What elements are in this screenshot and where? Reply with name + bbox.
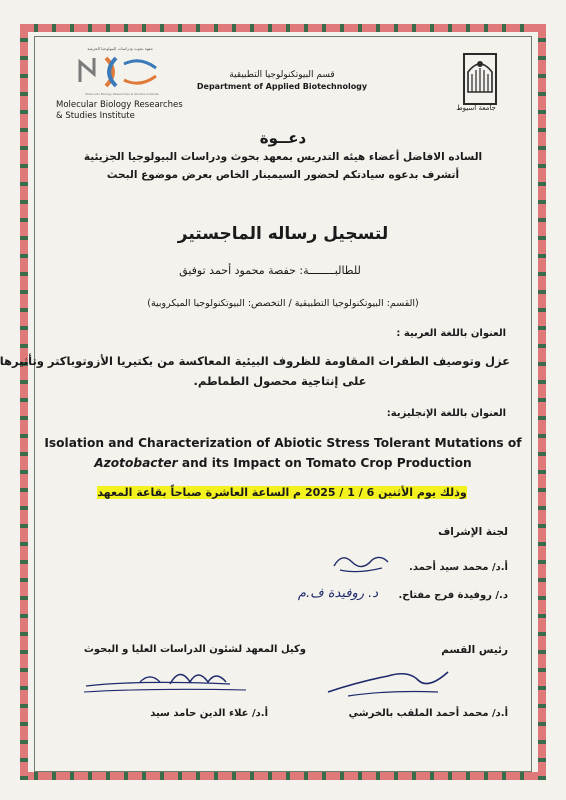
department-arabic: قسم البيوتكنولوجيا التطبيقية [229, 70, 335, 80]
student-name: حفصة محمود أحمد توفيق [179, 264, 296, 277]
member1-signature-icon [328, 548, 396, 578]
assiut-university-logo-icon [462, 52, 498, 106]
vice-dean-title: وكيل المعهد لشئون الدراسات العليا و البحوث [83, 644, 306, 655]
head-title: رئيس القسم [441, 644, 508, 656]
schedule-text: وذلك يوم الأثنين 6 / 1 / 2025 م الساعة العاشرة صباحاً بقاعة المعهد [97, 486, 467, 499]
invitation-title: دعــوة [259, 129, 307, 147]
committee-label: لجنة الإشراف [438, 526, 508, 538]
seminar-subject: لتسجيل رساله الماجستير [177, 224, 389, 244]
arabic-title-label: العنوان باللغة العربية : [396, 328, 506, 339]
institute-logo-icon [60, 50, 190, 94]
head-name: أ.د/ محمد أحمد الملقب بالخرشي [348, 708, 508, 719]
student-label: للطالبــــــــة: [299, 264, 361, 277]
arabic-title-line2: على إنتاجية محصول الطماطم. [193, 374, 367, 388]
institute-english-small: Molecular Biology Researches & Studies Institute [85, 92, 159, 96]
department-specialization: (القسم: البيوتكنولوجيا التطبيقية / التخصص: البيوتكنولوجيا الميكروبية) [147, 298, 419, 309]
invitation-line1: الساده الافاضل أعضاء هيئه التدريس بمعهد بحوث ودراسات البيولوجيا الجزيئية [83, 151, 483, 163]
committee-member2: د./ روفيدة فرج مفتاح. [398, 590, 508, 601]
student-line [160, 264, 380, 277]
department-english: Department of Applied Biotechnology [196, 82, 368, 91]
english-title-line1: Isolation and Characterization of Abiotic Stress Tolerant Mutations of [44, 436, 522, 450]
invitation-line2: أتشرف بدعوه سيادتكم لحضور السيمينار الخاص بعرض موضوع البحث [106, 169, 460, 181]
vice-dean-name: أ.د/ علاء الدين حامد سيد [150, 708, 268, 719]
border-bottom [20, 772, 546, 780]
committee-member1: أ.د/ محمد سيد أحمد. [409, 562, 508, 573]
schedule-line [92, 486, 472, 499]
arabic-title-line1: عزل وتوصيف الطفرات المقاومة للظروف البيئية المعاكسة من بكتيريا الأزوتوباكتر وتأثيرها [0, 354, 510, 368]
institute-name-line1: Molecular Biology Researches [56, 100, 183, 110]
english-title-label: العنوان باللغة الإنجليزية: [386, 408, 506, 419]
border-right [538, 24, 546, 780]
institute-arabic-small: معهد بحوث ودراسات البيولوجيا الجزيئية [87, 46, 153, 51]
vice-dean-signature-icon [80, 660, 250, 704]
english-title-rest: and its Impact on Tomato Crop Production [177, 456, 472, 470]
english-title-italic: Azotobacter [94, 456, 178, 470]
head-signature-icon [318, 662, 458, 702]
english-title-line2 [40, 456, 526, 470]
university-name: جامعة أسيوط [456, 104, 496, 112]
institute-name-line2: & Studies Institute [56, 111, 135, 121]
member2-signature: د. روفيدة ف.م [297, 586, 379, 601]
border-left [20, 24, 28, 780]
border-top [20, 24, 546, 32]
